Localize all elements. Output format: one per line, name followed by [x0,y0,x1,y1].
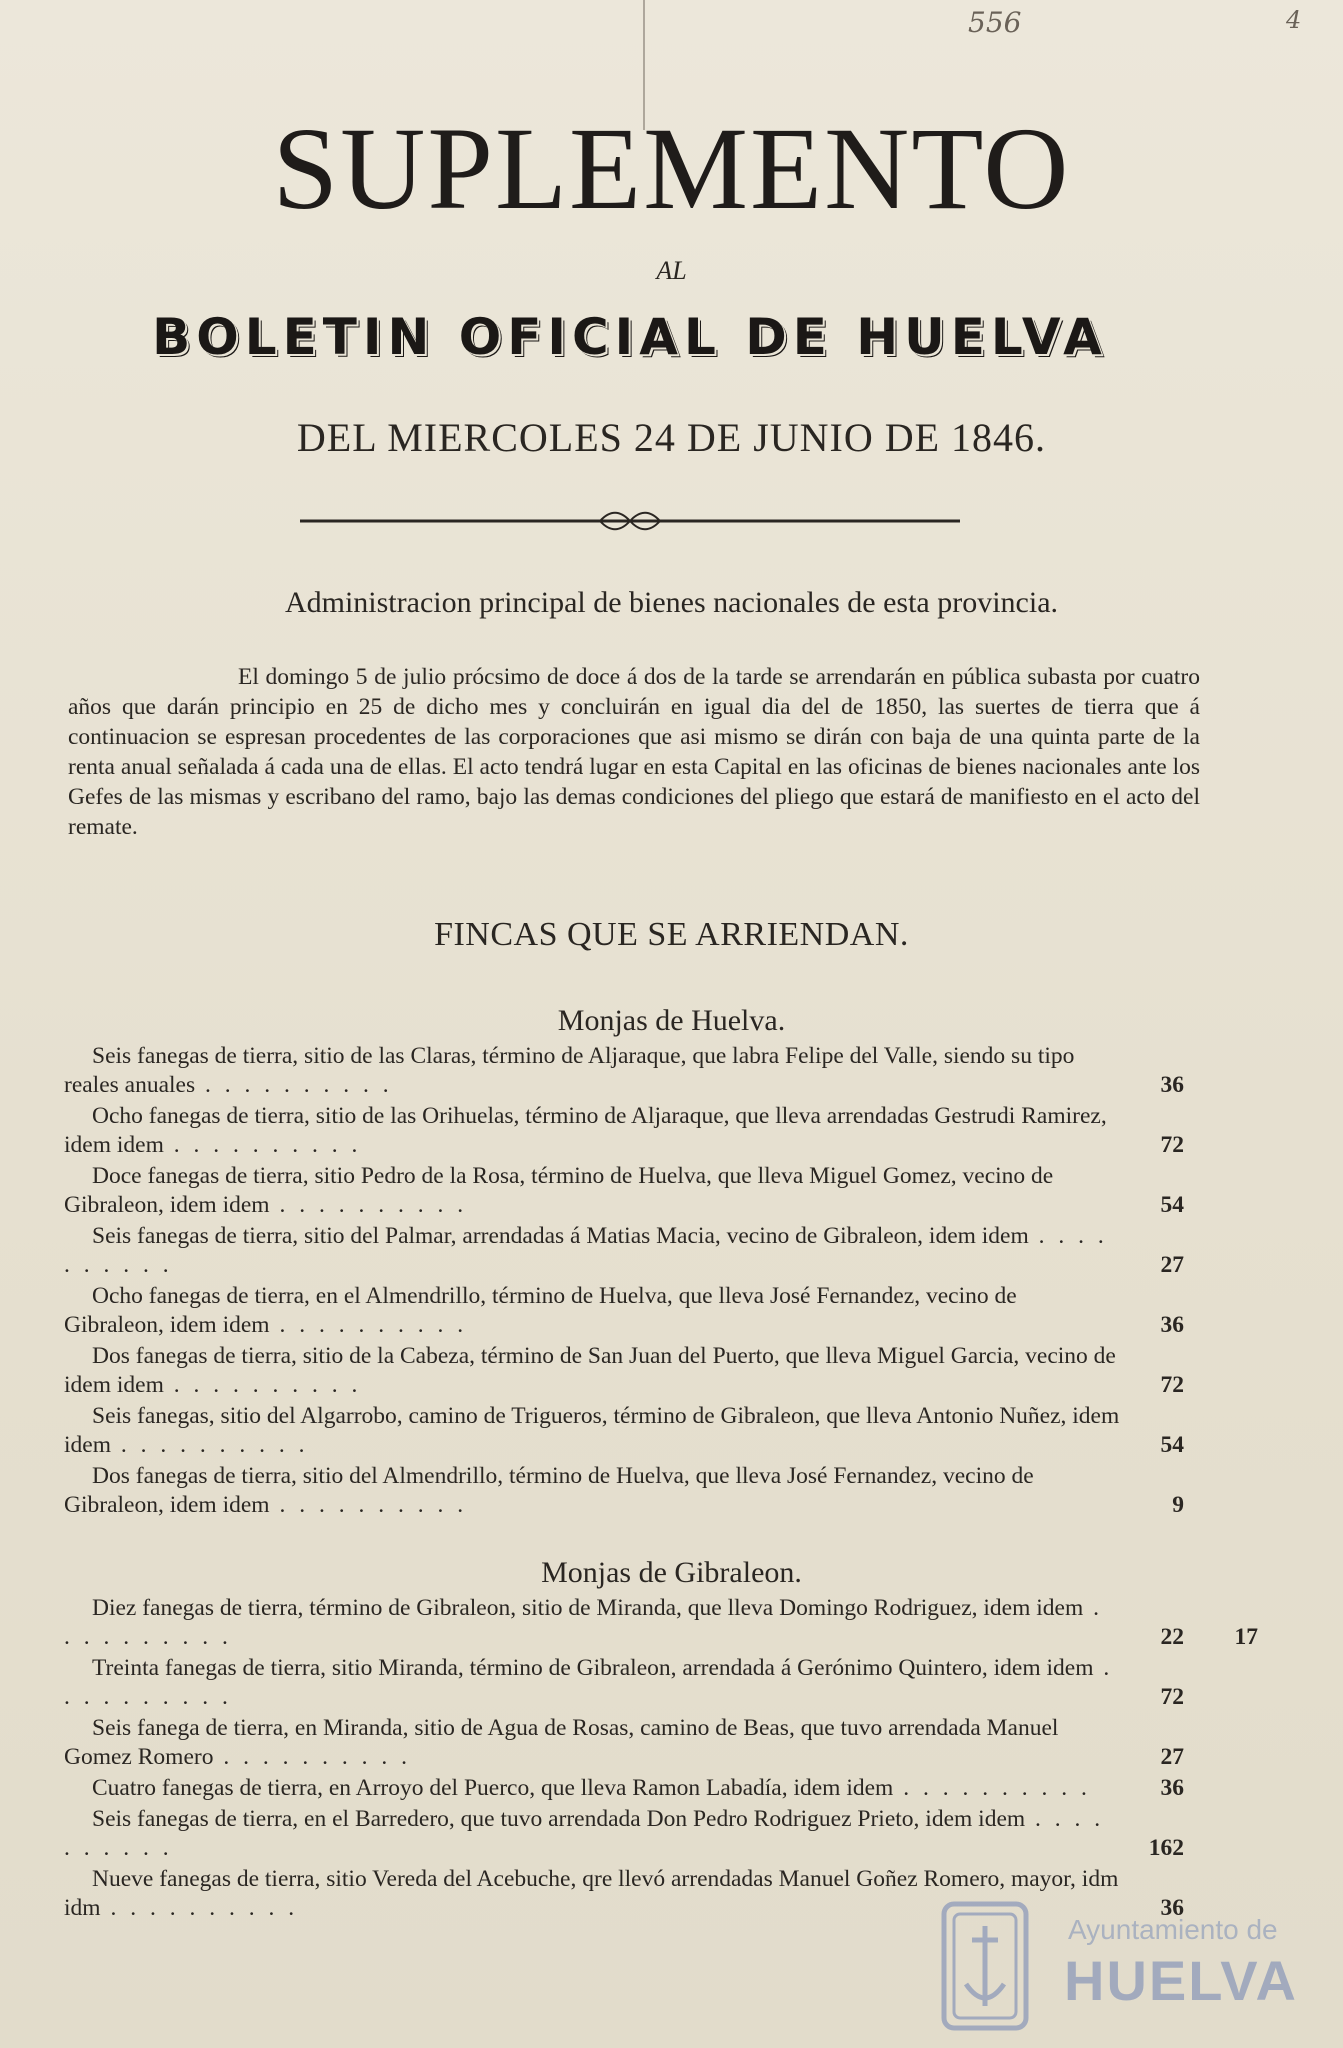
entry-text: Seis fanegas de tierra, sitio del Palmar, arrendadas á Matias Macia, vecino de Gibraleon, idem idem . . . . . . . . . . [64,1223,1108,1278]
entry-amount: 36 [1160,1312,1184,1338]
archive-number: 556 [968,6,1022,39]
entry-amount: 27 [1160,1744,1184,1770]
list-item [64,1774,1184,1803]
dot-leader: . . . . . . . . . . [893,1775,1091,1801]
issue-date: DEL MIERCOLES 24 DE JUNIO DE 1846. [296,415,1047,460]
list-item [64,1462,1184,1520]
dot-leader: . . . . . . . . . . [213,1744,411,1770]
shield-icon [940,1900,1030,2032]
dot-leader: . . . . . . . . . . [163,1372,362,1398]
entry-text: Diez fanegas de tierra, término de Gibraleon, sitio de Miranda, que lleva Domingo Rodriguez, idem idem . . . . . . . . . . [64,1595,1104,1650]
entry-amount: 72 [1160,1684,1184,1710]
entry-text: Cuatro fanegas de tierra, en Arroyo del Puerco, que lleva Ramon Labadía, idem idem . . . . . . . . . . [92,1775,1091,1801]
dot-leader: . . . . . . . . . . [111,1432,309,1458]
entry-amount: 162 [1148,1835,1184,1861]
entry-amount: 22 [1160,1624,1184,1650]
section-title-gibraleon: Monjas de Gibraleon. [541,1556,802,1589]
margin-note: 17 [1234,1624,1258,1650]
administration-heading: Administracion principal de bienes nacionales de esta provincia. [284,586,1059,619]
entry-text: Seis fanegas, sitio del Algarrobo, camino de Trigueros, término de Gibraleon, que lleva Antonio Nuñez, idem idem . . . . . . . . . . [64,1403,1120,1458]
entry-amount: 9 [1172,1492,1184,1518]
list-item [64,1342,1184,1400]
entry-text: Nueve fanegas de tierra, sitio Vereda del Acebuche, qre llevó arrendadas Manuel Goñez Romero, mayor, idm idm . . . . . . . . . . [64,1866,1119,1921]
entry-text: Doce fanegas de tierra, sitio Pedro de la Rosa, término de Huelva, que lleva Miguel Gomez, vecino de Gibraleon, idem idem . . . . . . . . . . [64,1163,1054,1218]
list-item [64,1805,1184,1863]
list-item [64,1042,1184,1100]
entries-gibraleon [64,1594,1258,1925]
list-item [64,1594,1258,1652]
dot-leader: . . . . . . . . . . [269,1192,468,1218]
watermark-logo [940,1900,1340,2040]
intro-paragraph: El domingo 5 de julio prócsimo de doce á dos de la tarde se arrendarán en pública subasta por cuatro años que darán principio en 25 de dicho mes y concluirán en igual dia del de 1850, las suertes de tierra que á continuacion se espresan procedentes de las corporaciones que asi mismo se dirán con baja de una quinta parte de la renta anual señalada á cada una de ellas. El acto tendrá lugar en esta Capital en las oficinas de bienes nacionales ante los Gefes de las mismas y escribano del ramo, bajo las demas condiciones del pliego que estará de manifiesto en el acto del remate. [68,664,1200,840]
entry-amount: 54 [1160,1432,1184,1458]
list-item [64,1714,1184,1772]
dot-leader: . . . . . . . . . . [163,1132,362,1158]
ornamental-rule [300,508,960,534]
list-item [64,1654,1184,1712]
entry-text: Dos fanegas de tierra, sitio de la Cabeza, término de San Juan del Puerto, que lleva Miguel Garcia, vecino de idem idem . . . . . . . . . . [64,1343,1116,1398]
list-item [64,1102,1184,1160]
list-item [64,1162,1184,1220]
entry-amount: 54 [1160,1192,1184,1218]
entries-huelva [64,1042,1184,1522]
entry-amount: 27 [1160,1252,1184,1278]
entry-text: Ocho fanegas de tierra, sitio de las Orihuelas, término de Aljaraque, que lleva arrendadas Gestrudi Ramirez, idem idem . . . . . . . . . . [64,1103,1107,1158]
entry-text: Seis fanega de tierra, en Miranda, sitio de Agua de Rosas, camino de Beas, que tuvo arrendada Manuel Gomez Romero . . . . . . . . . . [64,1715,1059,1770]
dot-leader: . . . . . . . . . . [64,1223,1108,1278]
list-item [64,1282,1184,1340]
entry-text: Seis fanegas de tierra, en el Barredero, que tuvo arrendada Don Pedro Rodriguez Prieto, idem idem . . . . . . . . . . [64,1806,1105,1861]
bulletin-name: BOLETIN OFICIAL DE HUELVA [152,308,1108,366]
document-title: SUPLEMENTO [272,103,1071,234]
entry-amount: 72 [1160,1132,1184,1158]
corner-mark: 4 [1286,6,1302,34]
watermark-line1: Ayuntamiento de [1068,1914,1278,1945]
dot-leader: . . . . . . . . . . [64,1806,1105,1861]
list-item [64,1402,1184,1460]
list-item [64,1222,1184,1280]
entry-text: Seis fanegas de tierra, sitio de las Claras, término de Aljaraque, que labra Felipe del Valle, siendo su tipo reales anuales . . . . . . . . . . [64,1043,1075,1098]
dot-leader: . . . . . . . . . . [269,1312,468,1338]
dot-leader: . . . . . . . . . . [269,1492,468,1518]
entry-text: Dos fanegas de tierra, sitio del Almendrillo, término de Huelva, que lleva José Fernandez, vecino de Gibraleon, idem idem . . . . . . . . . . [64,1463,1034,1518]
title-connector: AL [656,256,687,285]
section-title-huelva: Monjas de Huelva. [557,1004,786,1037]
dot-leader: . . . . . . . . . . [100,1895,299,1921]
entry-text: Treinta fanegas de tierra, sitio Miranda, término de Gibraleon, arrendada á Gerónimo Quintero, idem idem . . . . . . . . . . [64,1655,1114,1710]
fincas-heading: FINCAS QUE SE ARRIENDAN. [434,916,909,953]
entry-amount: 36 [1160,1775,1184,1801]
dot-leader: . . . . . . . . . . [64,1655,1114,1710]
entry-text: Ocho fanegas de tierra, en el Almendrillo, término de Huelva, que lleva José Fernandez, vecino de Gibraleon, idem idem . . . . . . . . . . [64,1283,1017,1338]
watermark-line2: HUELVA [1064,1949,1298,2012]
entry-amount: 72 [1160,1372,1184,1398]
entry-amount: 36 [1160,1895,1184,1921]
entry-amount: 36 [1160,1072,1184,1098]
dot-leader: . . . . . . . . . . [195,1072,393,1098]
dot-leader: . . . . . . . . . . [64,1595,1104,1650]
